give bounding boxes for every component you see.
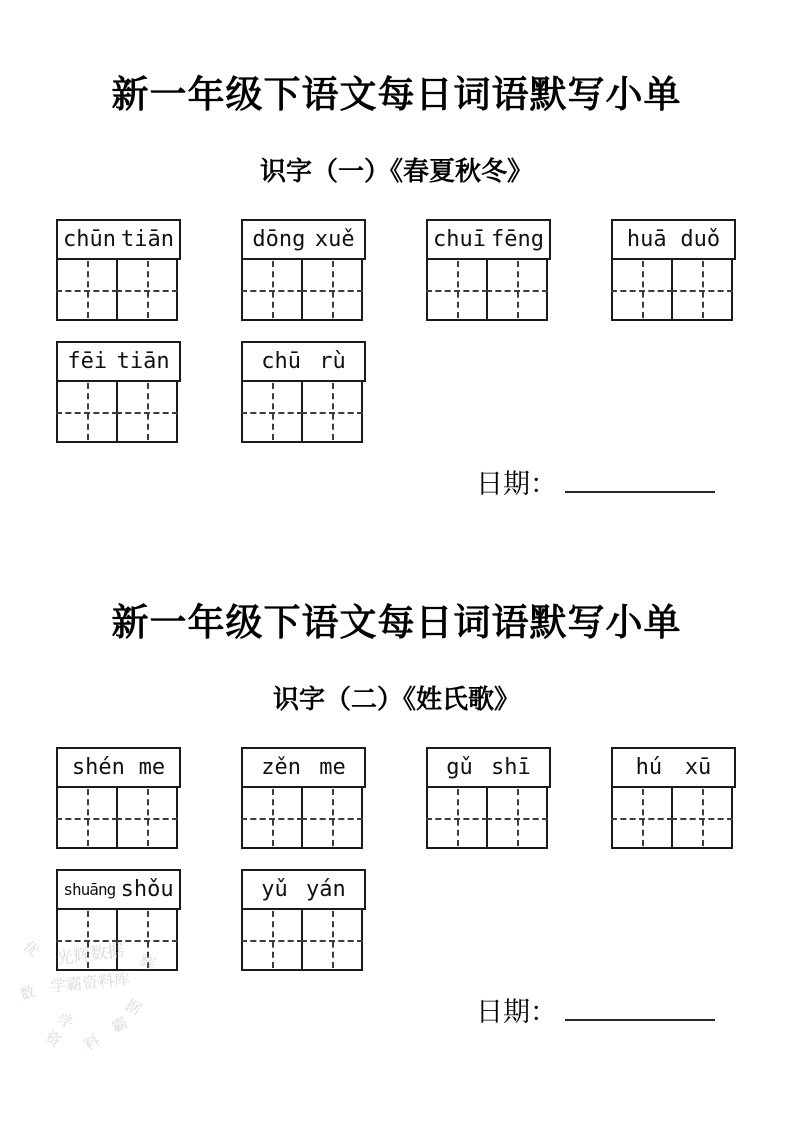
writing-square	[611, 258, 673, 321]
word-card	[426, 747, 551, 849]
writing-square	[486, 258, 548, 321]
page-title: 新一年级下语文每日词语默写小单	[111, 75, 682, 116]
writing-grid	[56, 786, 181, 849]
word-card	[241, 869, 366, 971]
pinyin-label	[56, 869, 181, 910]
writing-square	[486, 786, 548, 849]
pinyin-syllable: me	[138, 755, 166, 781]
writing-square	[56, 258, 118, 321]
writing-square	[301, 908, 363, 971]
lesson-subtitle: 识字（一）《春夏秋冬》	[259, 157, 533, 186]
date-label: 日期：	[476, 997, 557, 1028]
pinyin-syllable: huā	[626, 227, 667, 252]
writing-grid	[56, 380, 181, 443]
word-card	[241, 341, 366, 443]
word-card	[241, 747, 366, 849]
pinyin-syllable: shī	[491, 755, 531, 781]
writing-grid	[56, 908, 181, 971]
pinyin-syllable: tiān	[120, 227, 174, 252]
pinyin-label	[241, 747, 366, 788]
pinyin-syllable: zěn	[261, 755, 301, 781]
pinyin-syllable: xū	[684, 755, 712, 781]
writing-square	[426, 786, 488, 849]
watermark-glyph: 辉	[137, 951, 158, 974]
pinyin-syllable: hú	[635, 755, 663, 781]
pinyin-syllable: me	[319, 755, 346, 781]
watermark-text: 光辉数据	[55, 940, 126, 970]
date-blank-line	[565, 464, 715, 493]
writing-square	[56, 908, 118, 971]
pinyin-syllable: shǒu	[120, 877, 174, 903]
writing-grid	[241, 380, 366, 443]
pinyin-label	[241, 219, 366, 260]
watermark-glyph: 数	[18, 982, 38, 1004]
writing-square	[241, 380, 303, 443]
writing-square	[116, 258, 178, 321]
word-card-grid	[56, 219, 746, 443]
word-card	[241, 219, 366, 321]
word-card	[611, 219, 736, 321]
writing-grid	[241, 786, 366, 849]
writing-square	[671, 258, 733, 321]
pinyin-syllable: fēi	[67, 349, 108, 374]
writing-grid	[241, 908, 366, 971]
word-card	[56, 869, 181, 971]
watermark-glyph: 料	[80, 1031, 103, 1055]
word-card	[611, 747, 736, 849]
writing-square	[241, 258, 303, 321]
watermark-glyph: 优	[19, 937, 43, 961]
writing-square	[56, 786, 118, 849]
writing-grid	[426, 786, 551, 849]
worksheet-section-2	[0, 500, 793, 1028]
pinyin-syllable: dōng	[252, 227, 306, 252]
writing-square	[116, 908, 178, 971]
writing-square	[671, 786, 733, 849]
pinyin-label	[611, 747, 736, 788]
pinyin-syllable: yán	[306, 877, 346, 903]
pinyin-syllable: tiān	[116, 349, 170, 374]
writing-square	[301, 786, 363, 849]
word-card	[56, 219, 181, 321]
date-blank-line	[565, 992, 715, 1021]
word-card	[426, 219, 551, 321]
writing-grid	[56, 258, 181, 321]
pinyin-label	[56, 219, 181, 260]
writing-square	[56, 380, 118, 443]
writing-square	[116, 786, 178, 849]
writing-square	[241, 786, 303, 849]
pinyin-label	[241, 869, 366, 910]
writing-square	[116, 380, 178, 443]
writing-grid	[611, 786, 736, 849]
pinyin-syllable: fēng	[490, 227, 544, 252]
pinyin-syllable: gǔ	[446, 755, 473, 781]
pinyin-syllable: shén	[71, 755, 125, 781]
writing-square	[241, 908, 303, 971]
date-row	[0, 464, 793, 500]
pinyin-syllable: shuāng	[63, 880, 116, 900]
writing-square	[301, 258, 363, 321]
pinyin-syllable: xuě	[314, 227, 355, 252]
watermark-glyph: 资	[41, 1027, 65, 1051]
writing-grid	[426, 258, 551, 321]
pinyin-syllable: duǒ	[680, 227, 721, 252]
pinyin-label	[426, 219, 551, 260]
watermark-glyph: 霸	[109, 1013, 131, 1037]
pinyin-syllable: yǔ	[261, 877, 288, 903]
pinyin-label	[611, 219, 736, 260]
word-card	[56, 341, 181, 443]
writing-square	[426, 258, 488, 321]
writing-square	[301, 380, 363, 443]
date-row	[0, 992, 793, 1028]
worksheet-section-1	[0, 0, 793, 500]
writing-square	[611, 786, 673, 849]
lesson-subtitle: 识字（二）《姓氏歌》	[272, 685, 520, 715]
writing-grid	[241, 258, 366, 321]
pinyin-label	[56, 341, 181, 382]
pinyin-label	[56, 747, 181, 788]
writing-grid	[611, 258, 736, 321]
pinyin-syllable: chūn	[63, 227, 116, 252]
pinyin-syllable: rù	[319, 349, 346, 374]
pinyin-syllable: chū	[261, 349, 301, 374]
watermark-text: 学霸资料库	[49, 969, 131, 996]
watermark-glyph: 据	[122, 995, 145, 1019]
page-title: 新一年级下语文每日词语默写小单	[111, 603, 682, 645]
word-card	[56, 747, 181, 849]
pinyin-syllable: chuī	[433, 227, 486, 252]
word-card-grid	[56, 747, 746, 971]
date-label: 日期：	[476, 469, 557, 499]
pinyin-label	[426, 747, 551, 788]
pinyin-label	[241, 341, 366, 382]
watermark-glyph: 学	[56, 1010, 75, 1032]
